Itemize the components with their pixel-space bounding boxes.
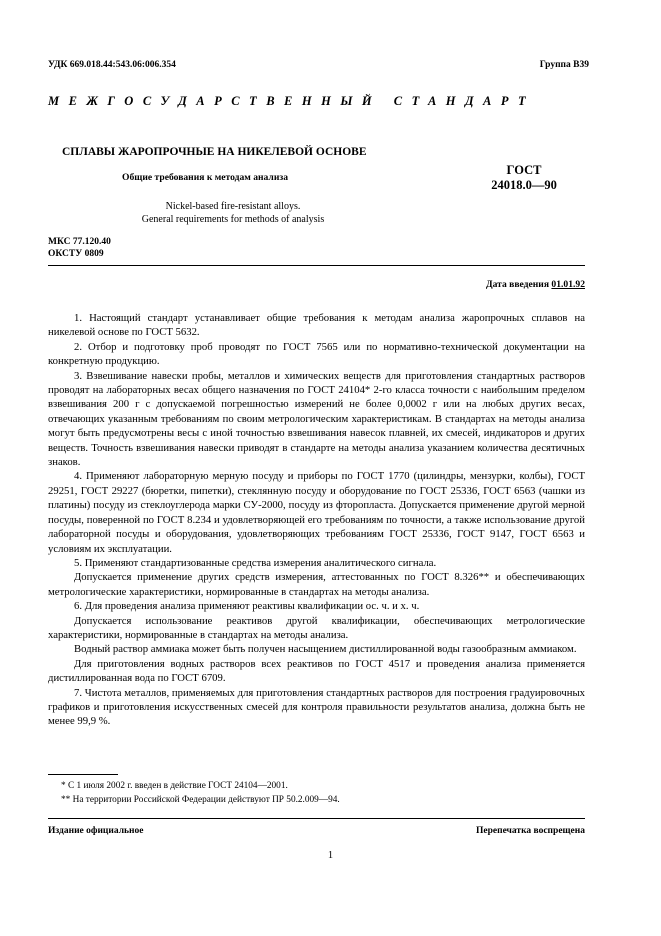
reprint-prohibited-label: Перепечатка воспрещена: [475, 826, 585, 836]
footnote-divider: [48, 774, 118, 775]
english-title-line-2: General requirements for methods of analysis: [141, 214, 325, 225]
paragraph: 4. Применяют лабораторную мерную посуду и приборы по ГОСТ 1770 (цилиндры, мензурки, колбы), ГОСТ 29251, ГОСТ 29227 (бюретки, пипетки), стеклянную посуду и оборудование по ГОСТ 25336, ГОСТ 6563 (чашки из платины) посуду из стеклоуглерода марки СУ-2000, посуду из фторопласта. Допускается применение другой мерной посуды, поверенной по ГОСТ 8.234 и удовлетворяющей его требованиям по точности, а также использование другой лабораторной посуды и оборудования, удовлетворяющих требованиям ГОСТ 25336, ГОСТ 9147, ГОСТ 6563 и условиям их эксплуатации.: [48, 470, 585, 555]
gost-designation: [480, 163, 568, 193]
classification-codes: [48, 237, 111, 260]
paragraph: 5. Применяют стандартизованные средства измерения аналитического сигнала.: [74, 556, 437, 569]
paragraph: 6. Для проведения анализа применяют реактивы квалификации ос. ч. и х. ч.: [74, 600, 420, 613]
document-body: [48, 311, 585, 729]
paragraph: Для приготовления водных растворов всех реактивов по ГОСТ 4517 и проведения анализа применяется дистиллированная вода по ГОСТ 6709.: [48, 657, 585, 685]
paragraph: 1. Настоящий стандарт устанавливает общие требования к методам анализа жаропрочных сплавов на никелевой основе по ГОСТ 5632.: [48, 312, 585, 339]
document-subtitle: Общие требования к методам анализа: [122, 172, 288, 183]
introduction-date: [486, 279, 585, 290]
udc-code: УДК 669.018.44:543.06:006.354: [48, 60, 176, 70]
paragraph: 2. Отбор и подготовку проб проводят по ГОСТ 7565 или по нормативно-технической документации на конкретную продукцию.: [48, 340, 585, 368]
footnotes: [48, 779, 585, 807]
paragraph: Допускается использование реактивов другой квалификации, обеспечивающих метрологические характеристики, нормированные в стандартах на методы анализа.: [48, 614, 585, 641]
header-divider: [48, 265, 585, 266]
gost-label: ГОСТ: [506, 163, 542, 177]
document-title: СПЛАВЫ ЖАРОПРОЧНЫЕ НА НИКЕЛЕВОЙ ОСНОВЕ: [62, 146, 367, 158]
footnote: ** На территории Российской Федерации действуют ПР 50.2.009—94.: [61, 795, 340, 805]
date-label: Дата введения: [485, 279, 550, 290]
group-code: Группа В39: [539, 60, 589, 70]
english-title-line-1: Nickel-based fire-resistant alloys.: [165, 201, 301, 212]
paragraph: 3. Взвешивание навески пробы, металлов и химических веществ для приготовления стандартных растворов проводят на лабораторных весах общего назначения по ГОСТ 24104* 2-го класса точности с наибольшим пределом взвешивания 200 г с допускаемой погрешностью измерений не более 0,0002 г или на любых других весах, отвечающих указанным требованиям по своим метрологическим характеристикам. В стандартах на методы анализа могут быть предусмотрены весы с иной точностью взвешивания навесок плавней, их смесей, индикаторов и других веществ. Точность взвешивания навески приводят в стандарте на методы анализа указанием количества десятичных знаков.: [48, 369, 585, 469]
paragraph: Водный раствор аммиака может быть получен насыщением дистиллированной воды газообразным аммиаком.: [74, 643, 577, 656]
paragraph: 7. Чистота металлов, применяемых для приготовления стандартных растворов для построения градуировочных графиков и приготовления искусственных смесей для контроля правильности результатов анализа, должна быть не менее 99,9 %.: [48, 686, 585, 728]
interstate-standard-heading: МЕЖГОСУДАРСТВЕННЫЙ СТАНДАРТ: [48, 94, 536, 108]
paragraph: Допускается применение других средств измерения, аттестованных по ГОСТ 8.326** и обеспечивающих метрологические характеристики, нормированные в стандартах на методы анализа.: [48, 571, 585, 598]
mks-code: МКС 77.120.40: [48, 237, 111, 247]
official-edition-label: Издание официальное: [48, 826, 144, 836]
page-number: 1: [327, 850, 334, 861]
footnote: * С 1 июля 2002 г. введен в действие ГОСТ 24104—2001.: [61, 781, 288, 791]
date-value: 01.01.92: [551, 279, 585, 290]
okstu-code: ОКСТУ 0809: [48, 248, 104, 259]
english-title: [118, 200, 348, 226]
footer-divider: [48, 818, 585, 819]
gost-number: 24018.0—90: [491, 178, 557, 192]
